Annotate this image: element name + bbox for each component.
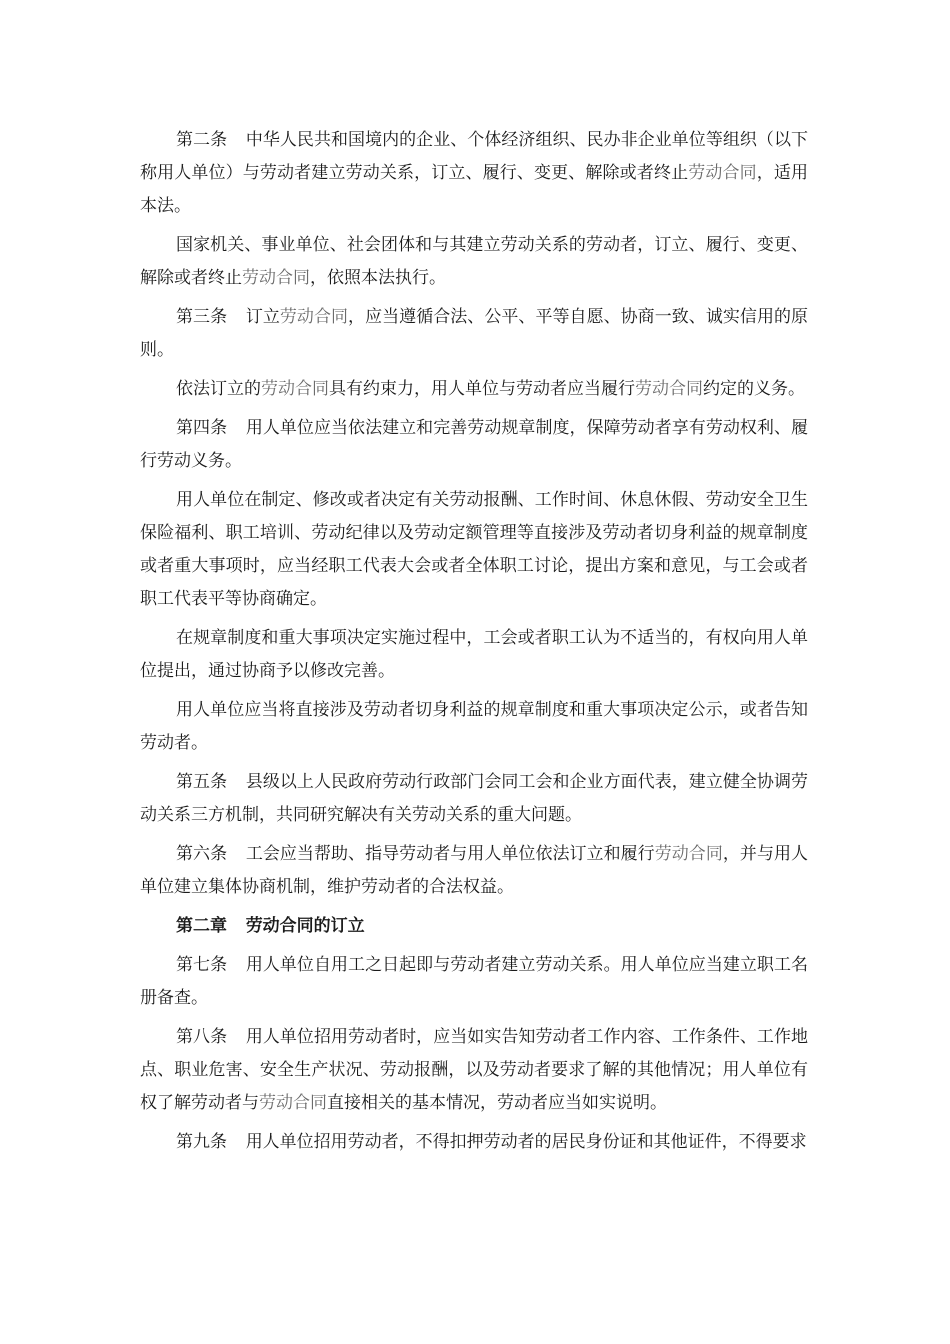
term-highlight: 劳动合同 — [279, 307, 349, 327]
article-paragraph — [140, 1021, 808, 1120]
text-run: 劳动合同的订立 — [245, 916, 365, 936]
term-highlight: 劳动合同 — [261, 379, 329, 399]
chapter-heading — [140, 910, 808, 943]
text-run: 直接相关的基本情况，劳动者应当如实说明。 — [327, 1093, 667, 1113]
text-run: ，并与用人单位建立集体协商机制，维护劳动者的合法权益。 — [140, 844, 809, 897]
article-paragraph — [140, 766, 808, 832]
article-label: 第二条 — [176, 130, 228, 150]
document-body — [140, 124, 808, 1159]
text-run: ，适用本法。 — [140, 163, 809, 216]
text-run: 用人单位招用劳动者，不得扣押劳动者的居民身份证和其他证件，不得要求 — [245, 1132, 807, 1152]
article-label: 第八条 — [176, 1027, 228, 1047]
text-run: 用人单位招用劳动者时，应当如实告知劳动者工作内容、工作条件、工作地点、职业危害、安全生产状况、劳动报酬，以及劳动者要求了解的其他情况；用人单位有权了解劳动者与 — [140, 1027, 809, 1113]
article-label: 第九条 — [176, 1132, 227, 1152]
term-highlight: 劳动合同 — [259, 1093, 327, 1113]
text-run: 用人单位在制定、修改或者决定有关劳动报酬、工作时间、休息休假、劳动安全卫生保险福利、职工培训、劳动纪律以及劳动定额管理等直接涉及劳动者切身利益的规章制度或者重大事项时，应当经职工代表大会或者全体职工讨论，提出方案和意见，与工会或者职工代表平等协商确定。 — [140, 490, 808, 609]
article-paragraph — [140, 301, 808, 367]
article-label: 第三条 — [176, 307, 228, 327]
body-paragraph — [140, 694, 808, 760]
text-run: ，依照本法执行。 — [310, 268, 446, 288]
text-run: 用人单位自用工之日起即与劳动者建立劳动关系。用人单位应当建立职工名册备查。 — [140, 955, 809, 1008]
article-label: 第四条 — [176, 418, 228, 438]
article-paragraph — [140, 412, 808, 478]
text-run: 国家机关、事业单位、社会团体和与其建立劳动关系的劳动者，订立、履行、变更、解除或者终止 — [140, 235, 808, 288]
body-paragraph — [140, 373, 808, 406]
text-run: 中华人民共和国境内的企业、个体经济组织、民办非企业单位等组织（以下称用人单位）与劳动者建立劳动关系，订立、履行、变更、解除或者终止 — [140, 130, 809, 183]
term-highlight: 劳动合同 — [242, 268, 310, 288]
article-paragraph — [140, 124, 808, 223]
body-paragraph — [140, 229, 808, 295]
document-page — [140, 124, 808, 1165]
text-run: 具有约束力，用人单位与劳动者应当履行 — [329, 379, 635, 399]
text-run: 订立 — [245, 307, 280, 327]
article-paragraph — [140, 838, 808, 904]
term-highlight: 劳动合同 — [635, 379, 703, 399]
text-run: ，应当遵循合法、公平、平等自愿、协商一致、诚实信用的原则。 — [140, 307, 809, 360]
term-highlight: 劳动合同 — [654, 844, 723, 864]
text-run: 县级以上人民政府劳动行政部门会同工会和企业方面代表，建立健全协调劳动关系三方机制，共同研究解决有关劳动关系的重大问题。 — [140, 772, 809, 825]
text-run: 用人单位应当将直接涉及劳动者切身利益的规章制度和重大事项决定公示，或者告知劳动者。 — [140, 700, 808, 753]
article-label: 第五条 — [176, 772, 228, 792]
article-paragraph — [140, 949, 808, 1015]
chapter-label: 第二章 — [176, 916, 227, 936]
article-label: 第七条 — [176, 955, 228, 975]
body-paragraph — [140, 484, 808, 616]
text-run: 依法订立的 — [176, 379, 261, 399]
term-highlight: 劳动合同 — [688, 163, 757, 183]
article-label: 第六条 — [176, 844, 228, 864]
text-run: 在规章制度和重大事项决定实施过程中，工会或者职工认为不适当的，有权向用人单位提出，通过协商予以修改完善。 — [140, 628, 808, 681]
body-paragraph — [140, 622, 808, 688]
text-run: 用人单位应当依法建立和完善劳动规章制度，保障劳动者享有劳动权利、履行劳动义务。 — [140, 418, 809, 471]
article-paragraph — [140, 1126, 808, 1159]
text-run: 工会应当帮助、指导劳动者与用人单位依法订立和履行 — [245, 844, 655, 864]
text-run: 约定的义务。 — [703, 379, 805, 399]
